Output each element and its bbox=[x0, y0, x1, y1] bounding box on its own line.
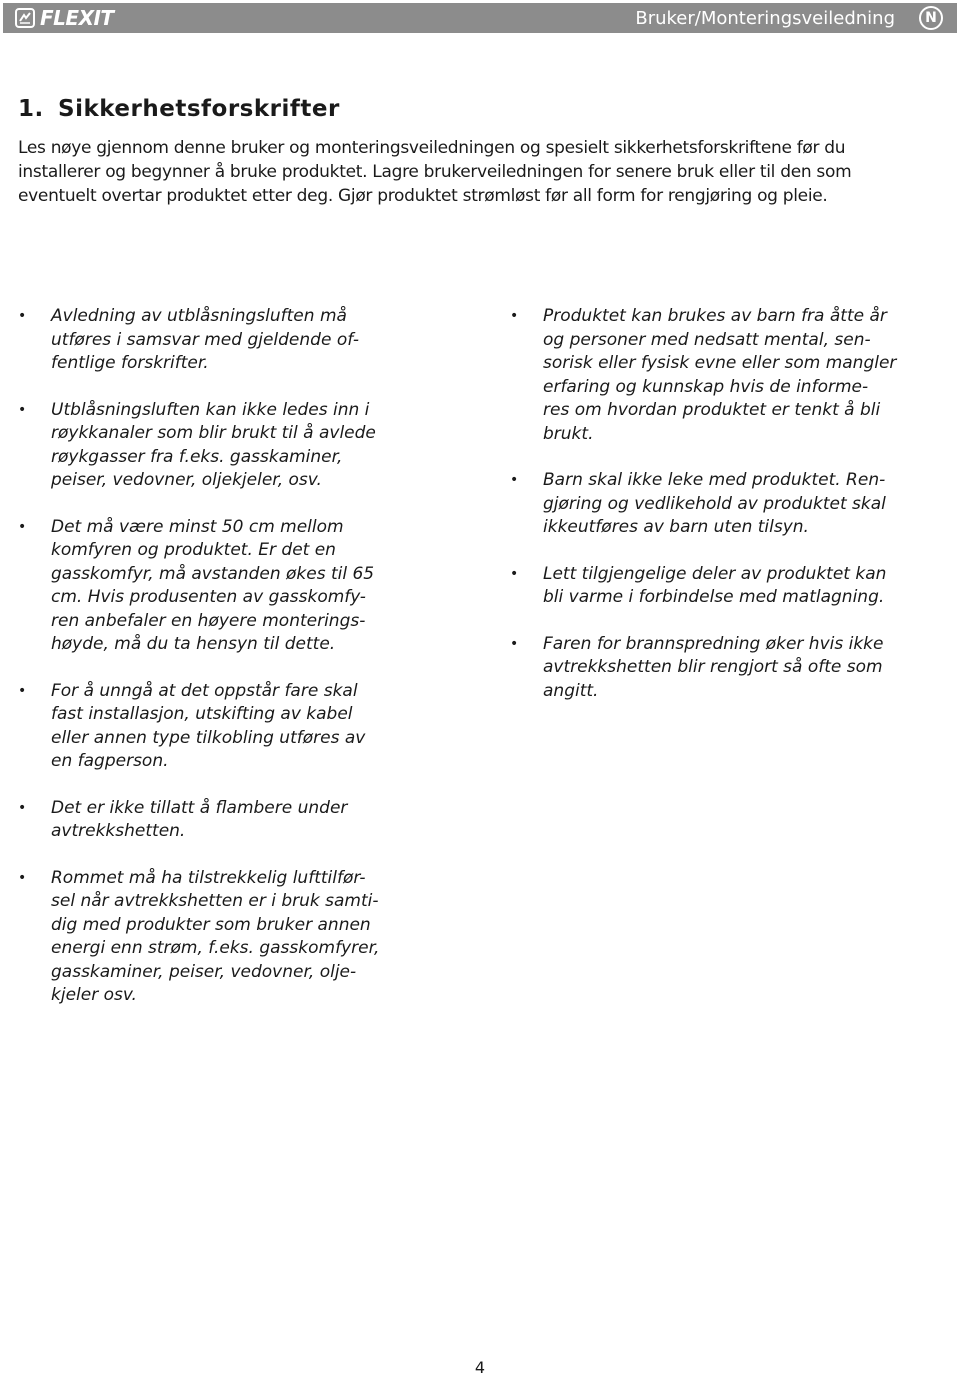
bullet-text-line: Det er ikke tillatt å flambere under bbox=[51, 797, 348, 818]
page-header bbox=[3, 3, 957, 33]
section-heading bbox=[18, 96, 340, 122]
logo-text: FLEXIT bbox=[40, 6, 114, 30]
bullet-icon: • bbox=[510, 472, 519, 488]
bullet-item bbox=[510, 305, 930, 446]
left-bullet-list bbox=[18, 305, 418, 1031]
bullet-item bbox=[510, 633, 930, 704]
bullet-text-line: Rommet må ha tilstrekkelig lufttilfør- bbox=[51, 867, 366, 888]
bullet-text-line: avtrekkshetten. bbox=[51, 821, 186, 841]
intro-line: eventuelt overtar produktet etter deg. Gjør produktet strømløst før all form for rengjøring og pleie. bbox=[18, 186, 828, 206]
bullet-item bbox=[510, 469, 930, 540]
bullet-text-line: peiser, vedovner, oljekjeler, osv. bbox=[51, 470, 322, 490]
bullet-text-line: cm. Hvis produsenten av gasskomfy- bbox=[51, 587, 366, 607]
bullet-item bbox=[18, 680, 418, 774]
bullet-text-line: utføres i samsvar med gjeldende of- bbox=[51, 329, 360, 350]
bullet-item bbox=[18, 867, 418, 1008]
bullet-text-line: røykgasser fra f.eks. gasskaminer, bbox=[51, 446, 343, 467]
bullet-text-line: komfyren og produktet. Er det en bbox=[51, 540, 336, 560]
right-bullet-list bbox=[510, 305, 930, 726]
section-title: Sikkerhetsforskrifter bbox=[58, 96, 340, 122]
intro-paragraph bbox=[18, 136, 938, 208]
bullet-text-line: erfaring og kunnskap hvis de informe- bbox=[543, 376, 869, 397]
bullet-item bbox=[18, 516, 418, 657]
bullet-text-line: eller annen type tilkobling utføres av bbox=[51, 727, 366, 748]
bullet-text-line: Det må være minst 50 cm mellom bbox=[51, 516, 344, 537]
bullet-text-line: Utblåsningsluften kan ikke ledes inn i bbox=[51, 399, 370, 420]
bullet-text-line: ikkeutføres av barn uten tilsyn. bbox=[543, 517, 809, 537]
bullet-icon: • bbox=[18, 401, 27, 418]
bullet-icon: • bbox=[18, 869, 27, 886]
bullet-text-line: en fagperson. bbox=[51, 751, 169, 771]
bullet-text-line: røykkanaler som blir brukt til å avlede bbox=[51, 423, 376, 443]
bullet-text-line: gjøring og vedlikehold av produktet skal bbox=[543, 493, 886, 514]
bullet-text-line: angitt. bbox=[543, 680, 599, 701]
bullet-icon: • bbox=[18, 799, 27, 816]
bullet-item bbox=[510, 563, 930, 610]
page-number: 4 bbox=[474, 1358, 486, 1377]
bullet-text-line: fentlige forskrifter. bbox=[51, 353, 209, 373]
flexit-logo-icon bbox=[15, 8, 35, 28]
bullet-text-line: gasskomfyr, må avstanden økes til 65 bbox=[51, 563, 375, 584]
language-badge: N bbox=[919, 6, 943, 30]
bullet-icon: • bbox=[18, 682, 27, 699]
bullet-text-line: Produktet kan brukes av barn fra åtte år bbox=[543, 306, 887, 326]
bullet-text-line: brukt. bbox=[543, 423, 594, 444]
bullet-text-line: Barn skal ikke leke med produktet. Ren- bbox=[543, 470, 886, 490]
document-title: Bruker/Monteringsveiledning bbox=[635, 8, 895, 29]
bullet-text-line: For å unngå at det oppstår fare skal bbox=[51, 680, 358, 701]
bullet-text-line: dig med produkter som bruker annen bbox=[51, 914, 371, 935]
bullet-text-line: gasskaminer, peiser, vedovner, olje- bbox=[51, 961, 357, 982]
bullet-text-line: bli varme i forbindelse med matlagning. bbox=[543, 587, 885, 607]
flexit-logo bbox=[15, 7, 114, 29]
intro-line: Les nøye gjennom denne bruker og monteringsveiledningen og spesielt sikkerhetsforskriftene før du bbox=[18, 138, 846, 158]
section-number: 1. bbox=[18, 96, 44, 122]
bullet-icon: • bbox=[18, 308, 27, 324]
intro-line: installerer og begynner å bruke produktet. Lagre brukerveiledningen for senere bruk eller til den som bbox=[18, 162, 852, 182]
bullet-item bbox=[18, 797, 418, 844]
bullet-icon: • bbox=[510, 635, 519, 652]
bullet-text-line: ren anbefaler en høyere monterings- bbox=[51, 610, 366, 631]
bullet-text-line: avtrekkshetten blir rengjort så ofte som bbox=[543, 657, 883, 677]
bullet-icon: • bbox=[510, 308, 519, 324]
bullet-text-line: Avledning av utblåsningsluften må bbox=[51, 306, 347, 326]
bullet-text-line: fast installasjon, utskifting av kabel bbox=[51, 704, 353, 724]
bullet-icon: • bbox=[18, 518, 27, 535]
bullet-text-line: høyde, må du ta hensyn til dette. bbox=[51, 634, 336, 654]
bullet-item bbox=[18, 399, 418, 493]
bullet-item bbox=[18, 305, 418, 376]
bullet-text-line: sel når avtrekkshetten er i bruk samti- bbox=[51, 891, 379, 911]
bullet-text-line: Lett tilgjengelige deler av produktet kan bbox=[543, 563, 887, 584]
bullet-text-line: og personer med nedsatt mental, sen- bbox=[543, 329, 871, 350]
bullet-text-line: Faren for brannspredning øker hvis ikke bbox=[543, 633, 884, 654]
bullet-text-line: kjeler osv. bbox=[51, 985, 137, 1005]
bullet-text-line: res om hvordan produktet er tenkt å bli bbox=[543, 400, 881, 420]
bullet-icon: • bbox=[510, 565, 519, 582]
bullet-text-line: energi enn strøm, f.eks. gasskomfyrer, bbox=[51, 938, 380, 958]
bullet-text-line: sorisk eller fysisk evne eller som mangler bbox=[543, 353, 897, 373]
